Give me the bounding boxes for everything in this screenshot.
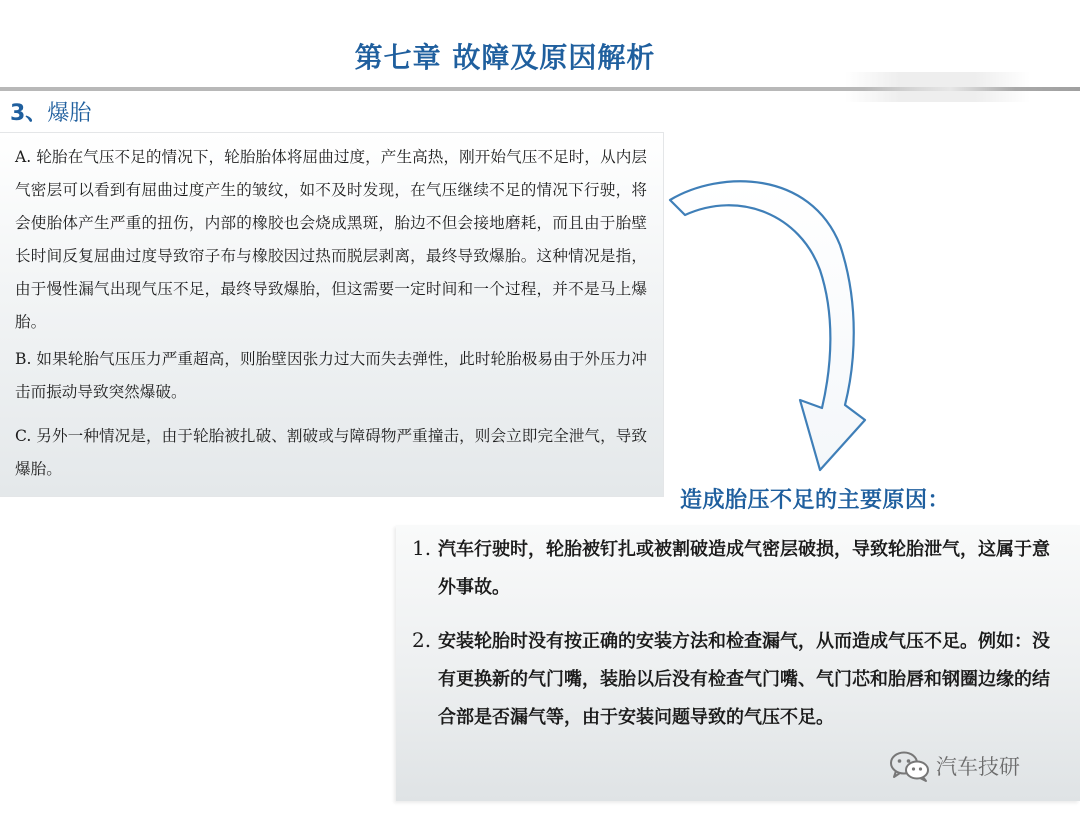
cause-text: 安装轮胎时没有按正确的安装方法和检查漏气，从而造成气压不足。例如：没有更换新的气门嘴，装胎以后没有检查气门嘴、气门芯和胎唇和钢圈边缘的结合部是否漏气等，由于安装问题导致的气压不足。 — [438, 631, 1050, 728]
explanation-panel — [0, 133, 663, 496]
cause-number: 2. — [412, 628, 432, 652]
cause-number: 1. — [412, 536, 432, 560]
watermark — [888, 749, 1020, 783]
cause-item-2 — [412, 621, 1052, 737]
section-heading — [10, 96, 91, 127]
paragraph-b: B. 如果轮胎气压压力严重超高，则胎壁因张力过大而失去弹性，此时轮胎极易由于外压力冲击而振动导致突然爆破。 — [15, 350, 647, 401]
cause-item-1 — [412, 529, 1052, 607]
paragraph-a: A. 轮胎在气压不足的情况下，轮胎胎体将屈曲过度，产生高热，刚开始气压不足时，从内层气密层可以看到有屈曲过度产生的皱纹，如不及时发现，在气压继续不足的情况下行驶，将会使胎体产生严重的扭伤，内部的橡胶也会烧成黑斑，胎边不但会接地磨耗，而且由于胎壁长时间反复屈曲过度导致帘子布与橡胶因过热而脱层剥离，最终导致爆胎。这种情况是指，由于慢性漏气出现气压不足，最终导致爆胎，但这需要一定时间和一个过程，并不是马上爆胎。 — [15, 148, 647, 331]
section-title: 爆胎 — [47, 101, 92, 126]
slide-title: 第七章 故障及原因解析 — [354, 41, 656, 74]
causes-heading: 造成胎压不足的主要原因： — [680, 488, 951, 513]
paragraph-c: C. 另外一种情况是，由于轮胎被扎破、割破或与障碍物严重撞击，则会立即完全泄气，导致爆胎。 — [15, 427, 647, 478]
section-number: 3、 — [10, 101, 48, 126]
wechat-icon — [888, 749, 932, 783]
watermark-text: 汽车技研 — [936, 755, 1020, 779]
curved-arrow-icon — [660, 175, 880, 475]
title-divider — [0, 87, 1080, 91]
cause-text: 汽车行驶时，轮胎被钉扎或被割破造成气密层破损，导致轮胎泄气，这属于意外事故。 — [438, 539, 1050, 598]
